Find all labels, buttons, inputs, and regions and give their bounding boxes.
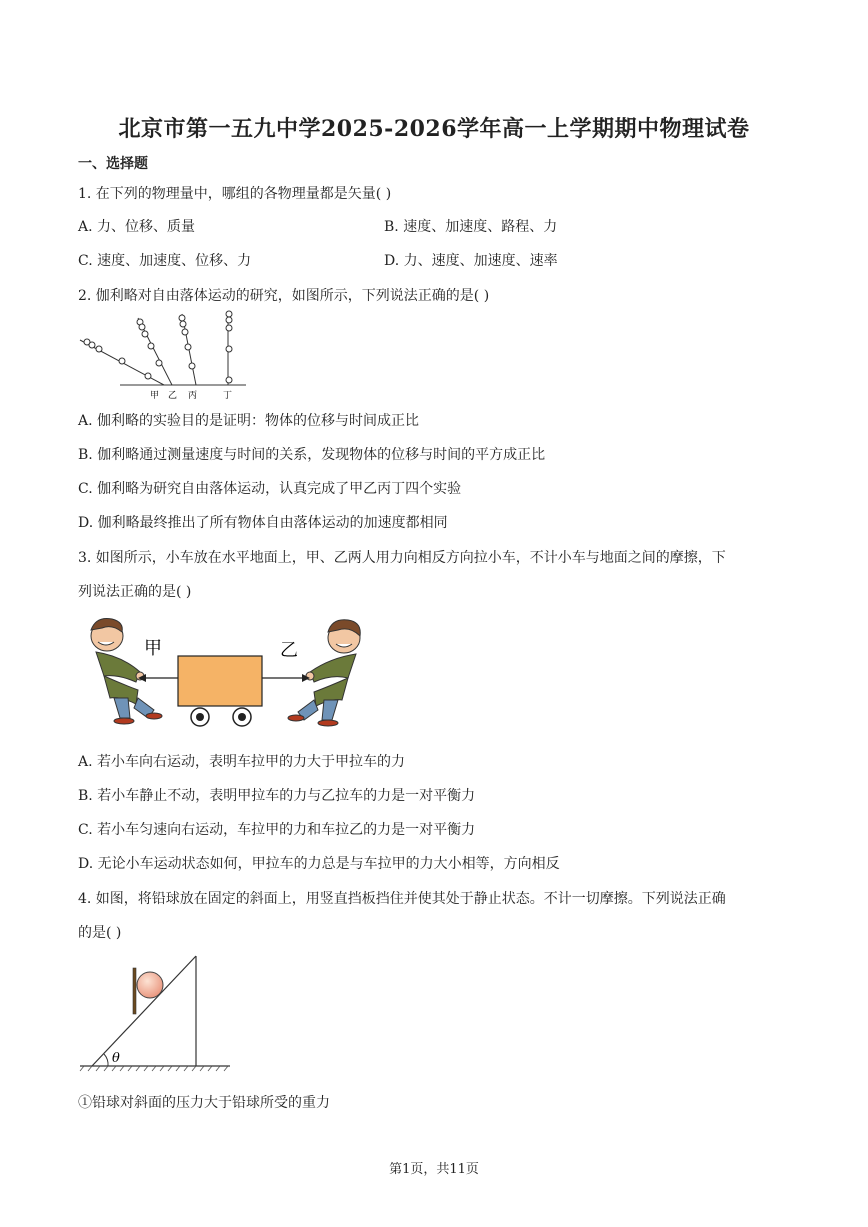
lead-ball (137, 972, 163, 998)
question-3-option-d: D. 无论小车运动状态如何，甲拉车的力总是与车拉甲的力大小相等，方向相反 (78, 856, 560, 872)
page-title: 北京市第一五九中学2025-2026学年高一上学期期中物理试卷 (118, 116, 750, 142)
ground-hatching (80, 1066, 228, 1071)
galileo-inclines-figure (78, 308, 248, 400)
question-3-stem-line-1: 3. 如图所示，小车放在水平地面上，甲、乙两人用力向相反方向拉小车，不计小车与地面之间的摩擦，下 (78, 550, 726, 566)
label-yi: 乙 (280, 640, 298, 661)
vertical-board (133, 968, 136, 1014)
label-jia: 甲 (150, 391, 160, 400)
question-4-statement-1: ①铅球对斜面的压力大于铅球所受的重力 (78, 1095, 330, 1111)
question-2-option-c: C. 伽利略为研究自由落体运动，认真完成了甲乙丙丁四个实验 (78, 481, 462, 497)
label-jia: 甲 (144, 638, 162, 659)
label-ding: 丁 (223, 391, 233, 400)
question-1-option-b: B. 速度、加速度、路程、力 (384, 219, 558, 235)
incline-ball-figure (78, 950, 238, 1078)
question-1-option-d: D. 力、速度、加速度、速率 (384, 253, 558, 269)
label-yi: 乙 (168, 391, 178, 400)
question-1-option-c: C. 速度、加速度、位移、力 (78, 253, 252, 269)
incline-surface (92, 956, 196, 1066)
label-bing: 丙 (188, 391, 198, 400)
question-2-stem: 2. 伽利略对自由落体运动的研究，如图所示，下列说法正确的是( ) (78, 288, 490, 304)
question-3-option-b: B. 若小车静止不动，表明甲拉车的力与乙拉车的力是一对平衡力 (78, 788, 476, 804)
question-2-option-d: D. 伽利略最终推出了所有物体自由落体运动的加速度都相同 (78, 515, 448, 531)
question-3-option-c: C. 若小车匀速向右运动，车拉甲的力和车拉乙的力是一对平衡力 (78, 822, 476, 838)
angle-theta: θ (112, 1051, 120, 1066)
person-jia (91, 618, 162, 724)
ball-markers (84, 311, 232, 383)
question-3-option-a: A. 若小车向右运动，表明车拉甲的力大于甲拉车的力 (78, 754, 406, 770)
cart-body (178, 656, 262, 706)
question-3-stem-line-2: 列说法正确的是( ) (78, 584, 192, 600)
page-footer: 第1页，共11页 (389, 1162, 479, 1177)
section-heading: 一、选择题 (78, 156, 148, 172)
question-1-stem: 1. 在下列的物理量中，哪组的各物理量都是矢量( ) (78, 186, 392, 202)
question-2-option-a: A. 伽利略的实验目的是证明：物体的位移与时间成正比 (78, 413, 420, 429)
person-yi (288, 620, 360, 726)
question-4-stem-line-1: 4. 如图，将铅球放在固定的斜面上，用竖直挡板挡住并使其处于静止状态。不计一切摩擦。下列说法正确 (78, 891, 726, 907)
question-4-stem-line-2: 的是( ) (78, 925, 122, 941)
tug-of-war-cart-figure (82, 614, 372, 732)
angle-arc (104, 1054, 108, 1066)
question-2-option-b: B. 伽利略通过测量速度与时间的关系，发现物体的位移与时间的平方成正比 (78, 447, 546, 463)
question-1-option-a: A. 力、位移、质量 (78, 219, 196, 235)
